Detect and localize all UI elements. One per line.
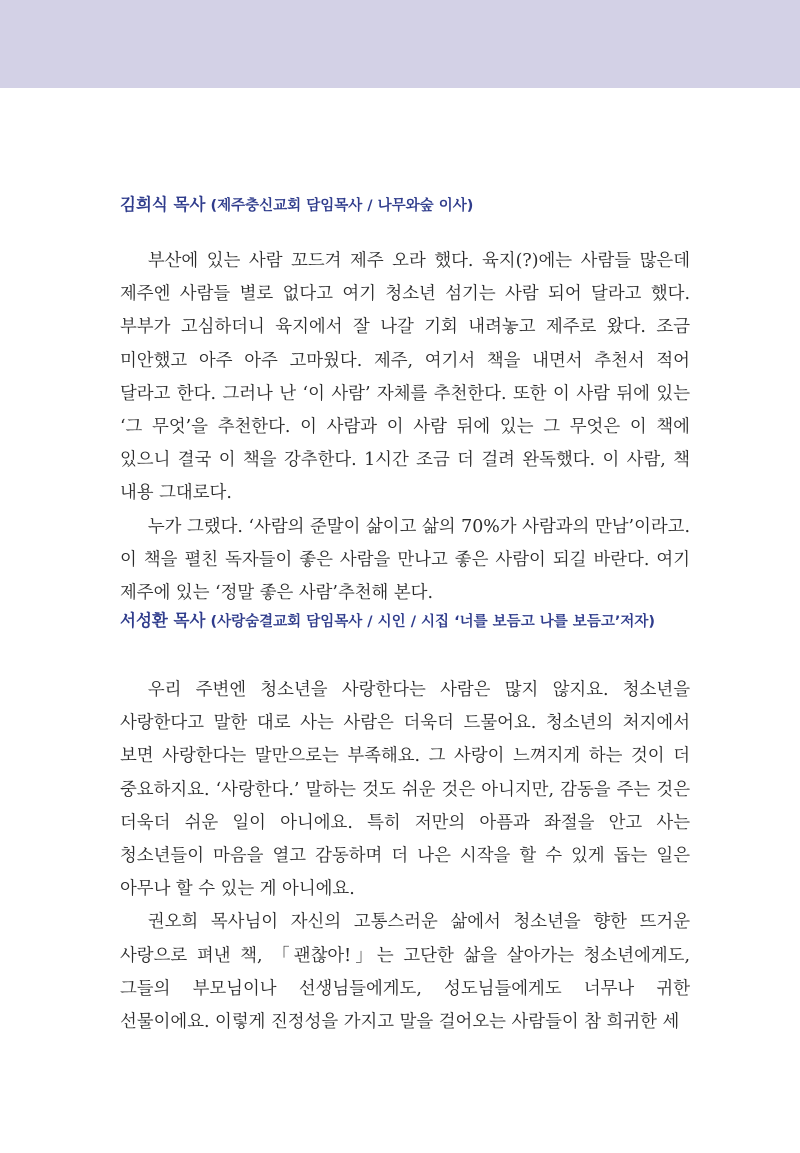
- header-band: [0, 0, 800, 88]
- endorser-heading: [120, 609, 690, 634]
- endorsement-kim: [120, 193, 690, 610]
- endorsement-paragraph: 우리 주변엔 청소년을 사랑한다는 사람은 많지 않지요. 청소년을 사랑한다고 말한 대로 사는 사람은 더욱더 드물어요. 청소년의 처지에서 보면 사랑한다는 말만으로는 부족해요. 그 사랑이 느껴지게 하는 것이 더 중요하지요. ‘사랑한다.’ 말하는 것도 쉬운 것은 아니지만, 감동을 주는 것은 더욱더 쉬운 일이 아니에요. 특히 저만의 아픔과 좌절을 안고 사는 청소년들이 마음을 열고 감동하며 더 나은 시작을 할 수 있게 돕는 일은 아무나 할 수 있는 게 아니에요.: [120, 680, 690, 900]
- endorser-heading: [120, 193, 690, 218]
- endorser-role: (제주충신교회 담임목사 / 나무와숲 이사): [205, 198, 474, 214]
- endorser-name: 서성환 목사: [120, 611, 206, 630]
- endorser-role: (사랑숨결교회 담임목사 / 시인 / 시집 ‘너를 보듬고 나를 보듬고’저자): [205, 614, 655, 630]
- endorsement-paragraph: 누가 그랬다. ‘사람의 준말이 삶이고 삶의 70%가 사람과의 만남’이라고. 이 책을 펼친 독자들이 좋은 사람을 만나고 좋은 사람이 되길 바란다. 여기 제주에 있는 ‘정말 좋은 사람’추천해 본다.: [120, 516, 690, 604]
- endorsement-paragraph: 부산에 있는 사람 꼬드겨 제주 오라 했다. 육지(?)에는 사람들 많은데 제주엔 사람들 별로 없다고 여기 청소년 섬기는 사람 되어 달라고 했다. 부부가 고심하더니 육지에서 잘 나갈 기회 내려놓고 제주로 왔다. 조금 미안했고 아주 아주 고마웠다. 제주, 여기서 책을 내면서 추천서 적어 달라고 한다. 그러나 난 ‘이 사람’ 자체를 추천한다. 또한 이 사람 뒤에 있는 ‘그 무엇’을 추천한다. 이 사람과 이 사람 뒤에 있는 그 무엇은 이 책에 있으니 결국 이 책을 강추한다. 1시간 조금 더 걸려 완독했다. 이 사람, 책 내용 그대로다.: [120, 251, 690, 504]
- endorsement-seo: [120, 609, 690, 1039]
- endorser-name: 김희식 목사: [120, 195, 206, 214]
- endorsement-paragraph: 권오희 목사님이 자신의 고통스러운 삶에서 청소년을 향한 뜨거운 사랑으로 펴낸 책, 「괜찮아!」는 고단한 삶을 살아가는 청소년에게도, 그들의 부모님이나 선생님들에게도, 성도님들에게도 너무나 귀한 선물이에요. 이렇게 진정성을 가지고 말을 걸어오는 사람들이 참 희귀한 세: [120, 912, 690, 1033]
